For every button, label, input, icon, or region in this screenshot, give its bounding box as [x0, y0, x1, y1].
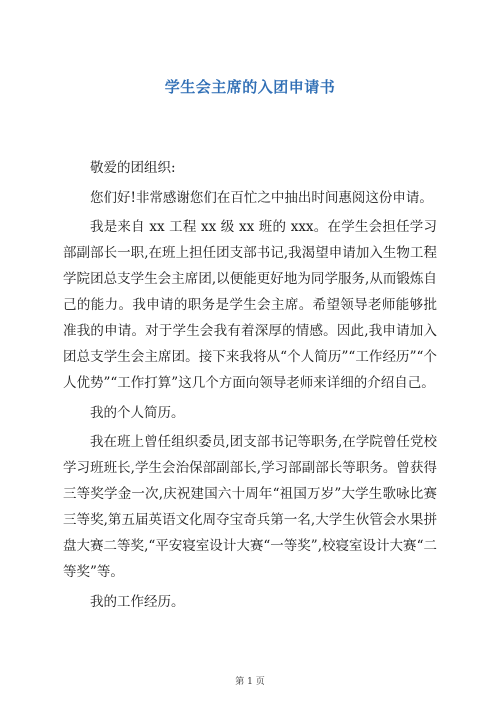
page-number: 第 1 页: [235, 677, 265, 687]
resume-paragraph: 我在班上曾任组织委员,团支部书记等职务,在学院曾任党校学习班班长,学生会治保部副部长,学习部副部长等职务。曾获得三等奖学金一次,庆祝建国六十周年“祖国万岁”大学生歌咏比赛三等奖,第五届英语文化周夺宝奇兵第一名,大学生伙管会水果拼盘大赛二等奖,“平安寝室设计大赛“一等奖”,校寝室设计大赛“二等奖”等。: [63, 434, 437, 580]
section-heading-experience: 我的工作经历。: [90, 593, 185, 610]
salutation: 敬爱的团组织:: [90, 160, 176, 176]
section-heading-resume: 我的个人简历。: [90, 404, 185, 421]
document-title: 学生会主席的入团申请书: [164, 78, 336, 96]
document-body: [63, 155, 437, 618]
greeting-paragraph: 您们好!非常感谢您们在百忙之中抽出时间惠阅这份申请。: [90, 189, 433, 206]
intro-paragraph: 我是来自 xx 工程 xx 级 xx 班的 xxx。在学生会担任学习部副部长一职,在班上担任团支部书记,我渴望申请加入生物工程学院团总支学生会主席团,以便能更好地为同学服务,从而锻炼自己的能力。我申请的职务是学生会主席。希望领导老师能够批准我的申请。对于学生会我有着深厚的情感。因此,我申请加入团总支学生会主席团。接下来我将从“个人简历”“工作经历”“个人优势”“工作打算”这几个方面向领导老师来详细的介绍自己。: [63, 219, 437, 391]
